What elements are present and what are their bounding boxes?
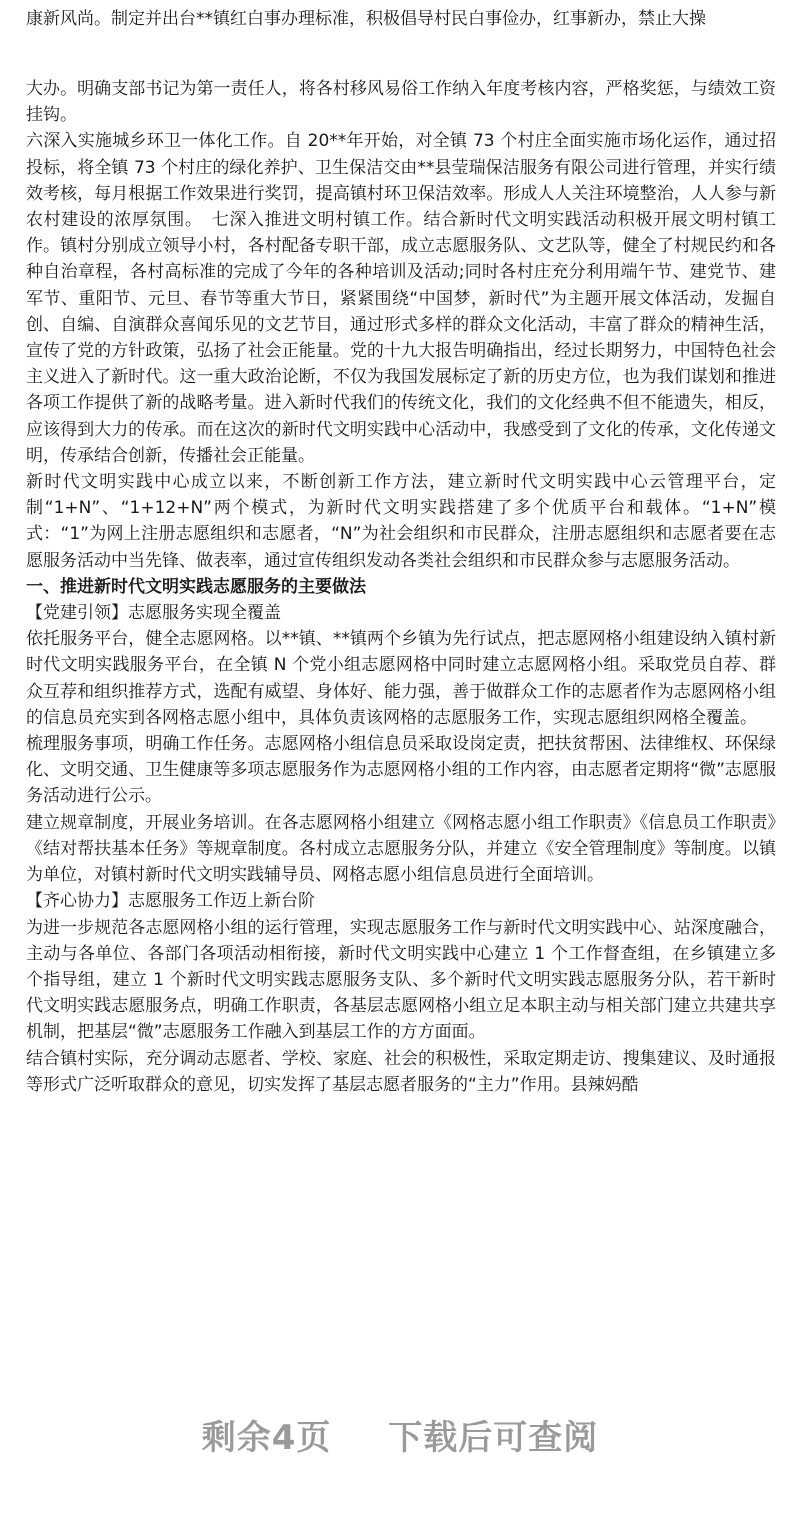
paragraph: 结合镇村实际，充分调动志愿者、学校、家庭、社会的积极性，采取定期走访、搜集建议、及时通报等形式广泛听取群众的意见，切实发挥了基层志愿者服务的“主力”作用。县辣妈酷 (26, 1048, 776, 1095)
subsection-title: 【党建引领】志愿服务实现全覆盖 (26, 603, 281, 624)
remaining-pages-label: 剩余4页 (201, 1418, 332, 1458)
paragraph: 六深入实施城乡环卫一体化工作。自 20**年开始，对全镇 73 个村庄全面实施市场化运作，通过招投标，将全镇 73 个村庄的绿化养护、卫生保洁交由**县莹瑞保洁服务有限公司进行管理，并实行绩效考核，每月根据工作效果进行奖罚，提高镇村环卫保洁效率。形成人人关注环境整治，人人参与新农村建设的浓厚氛围。 七深入推进文明村镇工作。结合新时代文明实践活动积极开展文明村镇工作。镇村分别成立领导小村，各村配备专职干部，成立志愿服务队、文艺队等，健全了村规民约和各种自治章程，各村高标准的完成了今年的各种培训及活动;同时各村庄充分利用端午节、建党节、建军节、重阳节、元旦、春节等重大节日，紧紧围绕“中国梦，新时代”为主题开展文体活动，发掘自创、自编、自演群众喜闻乐见的文艺节目，通过形式多样的群众文化活动，丰富了群众的精神生活，宣传了党的方针政策，弘扬了社会正能量。党的十九大报告明确指出，经过长期努力，中国特色社会主义进入了新时代。这一重大政治论断，不仅为我国发展标定了新的历史方位，也为我们谋划和推进各项工作提供了新的战略考量。进入新时代我们的传统文化，我们的文化经典不但不能遗失，相反，应该得到大力的传承。而在这次的新时代文明实践中心活动中，我感受到了文化的传承，文化传递文明，传承结合创新，传播社会正能量。 (26, 131, 776, 466)
paragraph: 建立规章制度，开展业务培训。在各志愿网格小组建立《网格志愿小组工作职责》《信息员工作职责》《结对帮扶基本任务》等规章制度。各村成立志愿服务分队，并建立《安全管理制度》等制度。以镇为单位，对镇村新时代文明实践辅导员、网格志愿小组信息员进行全面培训。 (26, 812, 776, 886)
subsection-title: 【齐心协力】志愿服务工作迈上新台阶 (26, 891, 315, 912)
document-body (26, 76, 776, 1098)
paragraph: 梳理服务事项，明确工作任务。志愿网格小组信息员采取设岗定责，把扶贫帮困、法律维权、环保绿化、文明交通、卫生健康等多项志愿服务作为志愿网格小组的工作内容，由志愿者定期将“微”志愿服务活动进行公示。 (26, 734, 776, 807)
section-heading: 一、推进新时代文明实践志愿服务的主要做法 (26, 576, 366, 597)
paragraph: 大办。明确支部书记为第一责任人，将各村移风易俗工作纳入年度考核内容，严格奖惩，与绩效工资挂钩。 (26, 79, 776, 126)
paragraph: 为进一步规范各志愿网格小组的运行管理，实现志愿服务工作与新时代文明实践中心、站深度融合，主动与各单位、各部门各项活动相衔接，新时代文明实践中心建立 1 个工作督查组，在乡镇建立多个指导组，建立 1 个新时代文明实践志愿服务支队、多个新时代文明实践志愿服务分队，若干新时代文明实践志愿服务点，明确工作职责，各基层志愿网格小组立足本职主动与相关部门建立共建共享机制，把基层“微”志愿服务工作融入到基层工作的方方面面。 (26, 917, 776, 1043)
paragraph: 依托服务平台，健全志愿网格。以**镇、**镇两个乡镇为先行试点，把志愿网格小组建设纳入镇村新时代文明实践服务平台，在全镇 N 个党小组志愿网格中同时建立志愿网格小组。采取党员自荐、群众互荐和组织推荐方式，选配有威望、身体好、能力强，善于做群众工作的志愿者作为志愿网格小组的信息员充实到各网格志愿小组中，具体负责该网格的志愿服务工作，实现志愿组织网格全覆盖。 (26, 629, 776, 728)
top-line-text: 康新风尚。制定并出台**镇红白事办理标准，积极倡导村民白事俭办，红事新办，禁止大操 (26, 9, 706, 29)
paragraph: 新时代文明实践中心成立以来，不断创新工作方法，建立新时代文明实践中心云管理平台，定制“1+N”、“1+12+N”两个模式，为新时代文明实践搭建了多个优质平台和载体。“1+N”模式：“1”为网上注册志愿组织和志愿者，“N”为社会组织和市民群众，注册志愿组织和志愿者要在志愿服务活动中当先锋、做表率，通过宣传组织发动各类社会组织和市民群众参与志愿服务活动。 (26, 472, 776, 571)
download-to-view-label: 下载后可查阅 (388, 1418, 599, 1458)
download-prompt[interactable] (0, 1410, 800, 1459)
